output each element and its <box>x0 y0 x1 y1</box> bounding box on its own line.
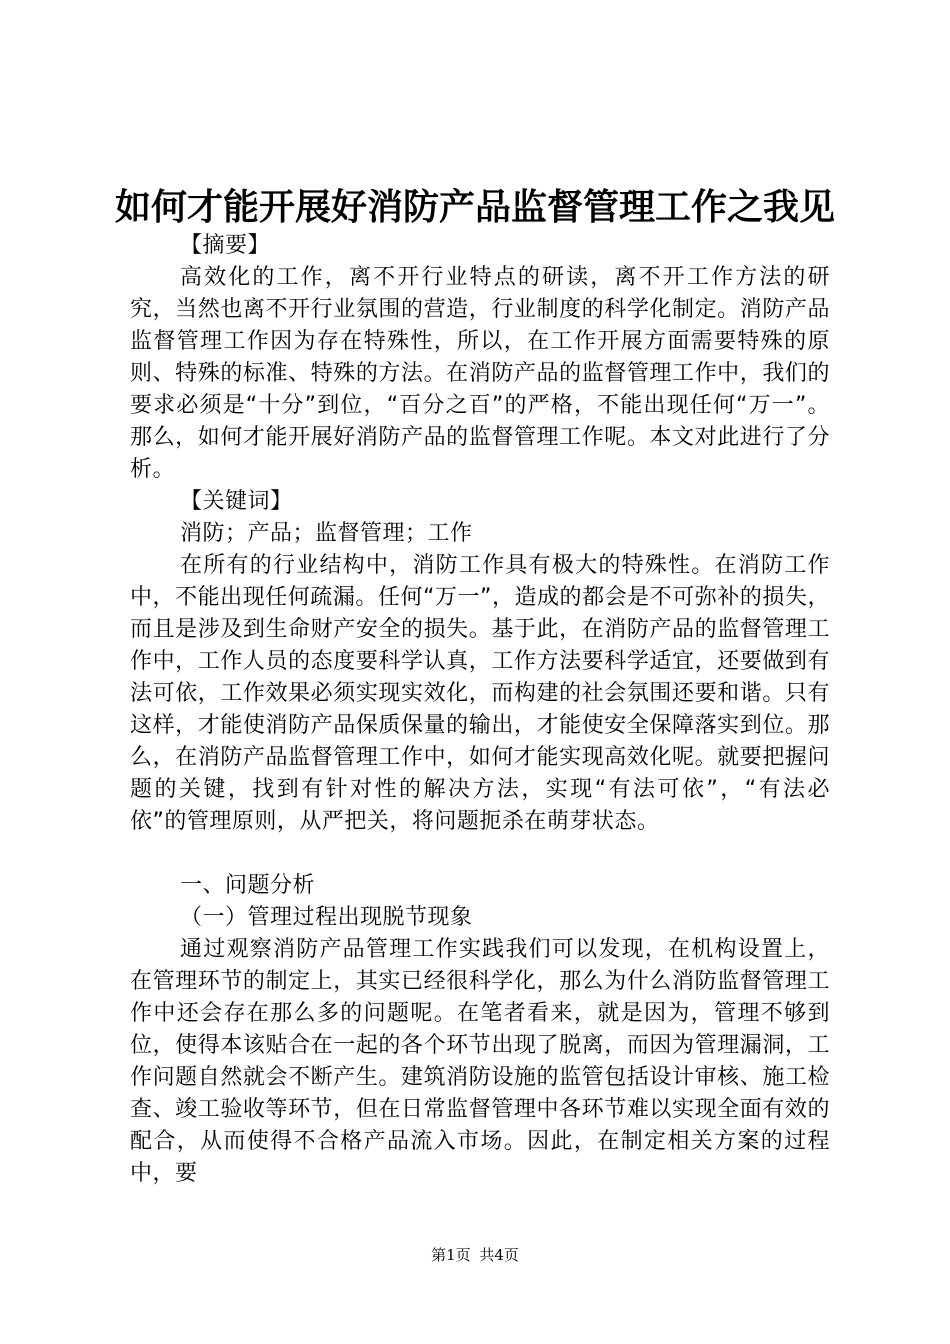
section-heading: 一、问题分析 <box>180 873 316 898</box>
intro-paragraph: 在所有的行业结构中，消防工作具有极大的特殊性。在消防工作中，不能出现任何疏漏。任何“万一”，造成的都会是不可弥补的损失，而且是涉及到生命财产安全的损失。基于此，在消防产品的监督管理工作中，工作人员的态度要科学认真，工作方法要科学适宜，还要做到有法可依，工作效果必须实现实效化，而构建的社会氛围还要和谐。只有这样，才能使消防产品保质保量的输出，才能使安全保障落实到位。那么，在消防产品监督管理工作中，如何才能实现高效化呢。就要把握问题的关键，找到有针对性的解决方法，实现“有法可依”，“有法必依”的管理原则，从严把关，将问题扼杀在萌芽状态。 <box>130 553 830 834</box>
page-number-footer: 第1页 共4页 <box>431 1246 519 1264</box>
keywords-heading: 【关键词】 <box>180 489 293 514</box>
paragraph-spacer <box>130 838 830 870</box>
document-title: 如何才能开展好消防产品监督管理工作之我见 <box>114 186 835 228</box>
section-paragraph: 通过观察消防产品管理工作实践我们可以发现，在机构设置上，在管理环节的制定上，其实已经很科学化，那么为什么消防监督管理工作中还会存在那么多的问题呢。在笔者看来，就是因为，管理不够到位，使得本该贴合在一起的各个环节出现了脱离，而因为管理漏洞，工作问题自然就会不断产生。建筑消防设施的监管包括设计审核、施工检查、竣工验收等环节，但在日常监督管理中各环节难以实现全面有效的配合，从而使得不合格产品流入市场。因此，在制定相关方案的过程中，要 <box>130 937 830 1186</box>
keywords-paragraph: 消防；产品；监督管理；工作 <box>180 521 473 546</box>
abstract-paragraph: 高效化的工作，离不开行业特点的研读，离不开工作方法的研究，当然也离不开行业氛围的营造，行业制度的科学化制定。消防产品监督管理工作因为存在特殊性，所以，在工作开展方面需要特殊的原则、特殊的标准、特殊的方法。在消防产品的监督管理工作中，我们的要求必须是“十分”到位，“百分之百”的严格，不能出现任何“万一”。那么，如何才能开展好消防产品的监督管理工作呢。本文对此进行了分析。 <box>130 265 830 482</box>
document-body <box>130 230 830 1190</box>
abstract-heading: 【摘要】 <box>180 233 271 258</box>
subsection-heading: （一）管理过程出现脱节现象 <box>180 905 473 930</box>
